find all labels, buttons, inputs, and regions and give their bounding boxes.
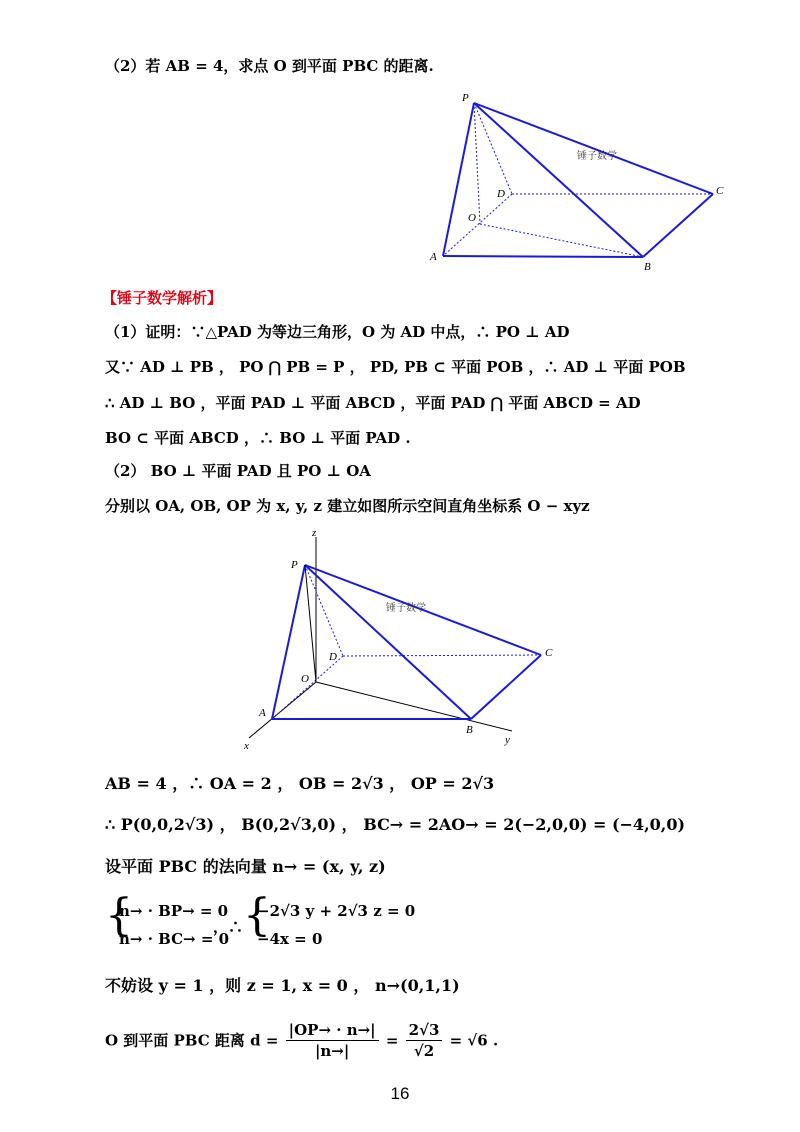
label-C2: C <box>545 647 553 659</box>
label-B2: B <box>466 724 473 736</box>
frac1-num: |OP→ · n→| <box>286 1020 379 1041</box>
sys-left-2: n→ · BC→ = 0 <box>119 930 230 948</box>
proof-line-4: BO ⊂ 平面 ABCD ，∴ BO ⊥ 平面 PAD . <box>105 429 411 447</box>
label-A: A <box>430 251 437 263</box>
calc-line-5: 不妨设 y = 1 ，则 z = 1, x = 0 ， n→(0,1,1) <box>105 976 460 995</box>
sys-mid: ，∴ <box>213 918 244 936</box>
figure-pyramid-1 <box>0 0 800 290</box>
calc-line-1: AB = 4 ，∴ OA = 2 ， OB = 2√3 ， OP = 2√3 <box>105 774 495 793</box>
proof-line-3: ∴ AD ⊥ BO ，平面 PAD ⊥ 平面 ABCD ，平面 PAD ⋂ 平面 ABCD = AD <box>105 394 641 412</box>
distance-eq: = <box>385 1031 399 1050</box>
question-2: （2）若 AB = 4，求点 O 到平面 PBC 的距离. <box>105 57 434 75</box>
label-x: x <box>244 740 249 752</box>
figure-pyramid-axes <box>0 525 800 765</box>
distance-frac-1 <box>286 1020 379 1061</box>
calc-line-3: 设平面 PBC 的法向量 n→ = (x, y, z) <box>105 857 386 876</box>
distance-line <box>105 1020 498 1061</box>
proof-line-2: 又∵ AD ⊥ PB ， PO ⋂ PB = P ， PD, PB ⊂ 平面 POB ，∴ AD ⊥ 平面 POB <box>105 358 686 376</box>
right-brace: { <box>243 890 271 941</box>
left-brace: { <box>105 890 133 941</box>
label-P: P <box>462 92 469 104</box>
label-O: O <box>468 212 476 224</box>
frac1-den: |n→| <box>314 1042 350 1060</box>
analysis-header: 【锤子数学解析】 <box>102 289 223 307</box>
part2-line-1: （2） BO ⊥ 平面 PAD 且 PO ⊥ OA <box>105 462 371 480</box>
label-D: D <box>497 188 505 200</box>
label-B: B <box>644 261 651 273</box>
label-y: y <box>505 734 510 746</box>
distance-frac-2 <box>406 1020 443 1061</box>
page-number: 16 <box>390 1084 410 1103</box>
frac2-num: 2√3 <box>406 1020 443 1041</box>
label-z: z <box>312 527 317 539</box>
calc-line-2: ∴ P(0,0,2√3) ， B(0,2√3,0) ， BC→ = 2AO→ = 2(−2,0,0) = (−4,0,0) <box>105 815 686 834</box>
label-C: C <box>716 185 724 197</box>
label-A2: A <box>259 707 266 719</box>
distance-pre: O 到平面 PBC 距离 d = <box>105 1031 279 1050</box>
frac2-den: √2 <box>413 1042 435 1060</box>
sys-right-2: −4x = 0 <box>257 930 323 948</box>
label-P2: P <box>291 559 298 571</box>
part2-line-2: 分别以 OA, OB, OP 为 x, y, z 建立如图所示空间直角坐标系 O − xyz <box>105 497 590 515</box>
label-D2: D <box>329 651 337 663</box>
proof-line-1: （1）证明：∵△PAD 为等边三角形，O 为 AD 中点，∴ PO ⊥ AD <box>105 323 570 341</box>
label-O2: O <box>301 673 309 685</box>
sys-right-1: −2√3 y + 2√3 z = 0 <box>257 902 416 920</box>
watermark: 锤子数学 <box>577 151 617 162</box>
watermark-2: 锤子数学 <box>386 603 426 614</box>
sys-left-1: n→ · BP→ = 0 <box>119 902 229 920</box>
distance-post: = √6 . <box>449 1031 499 1050</box>
